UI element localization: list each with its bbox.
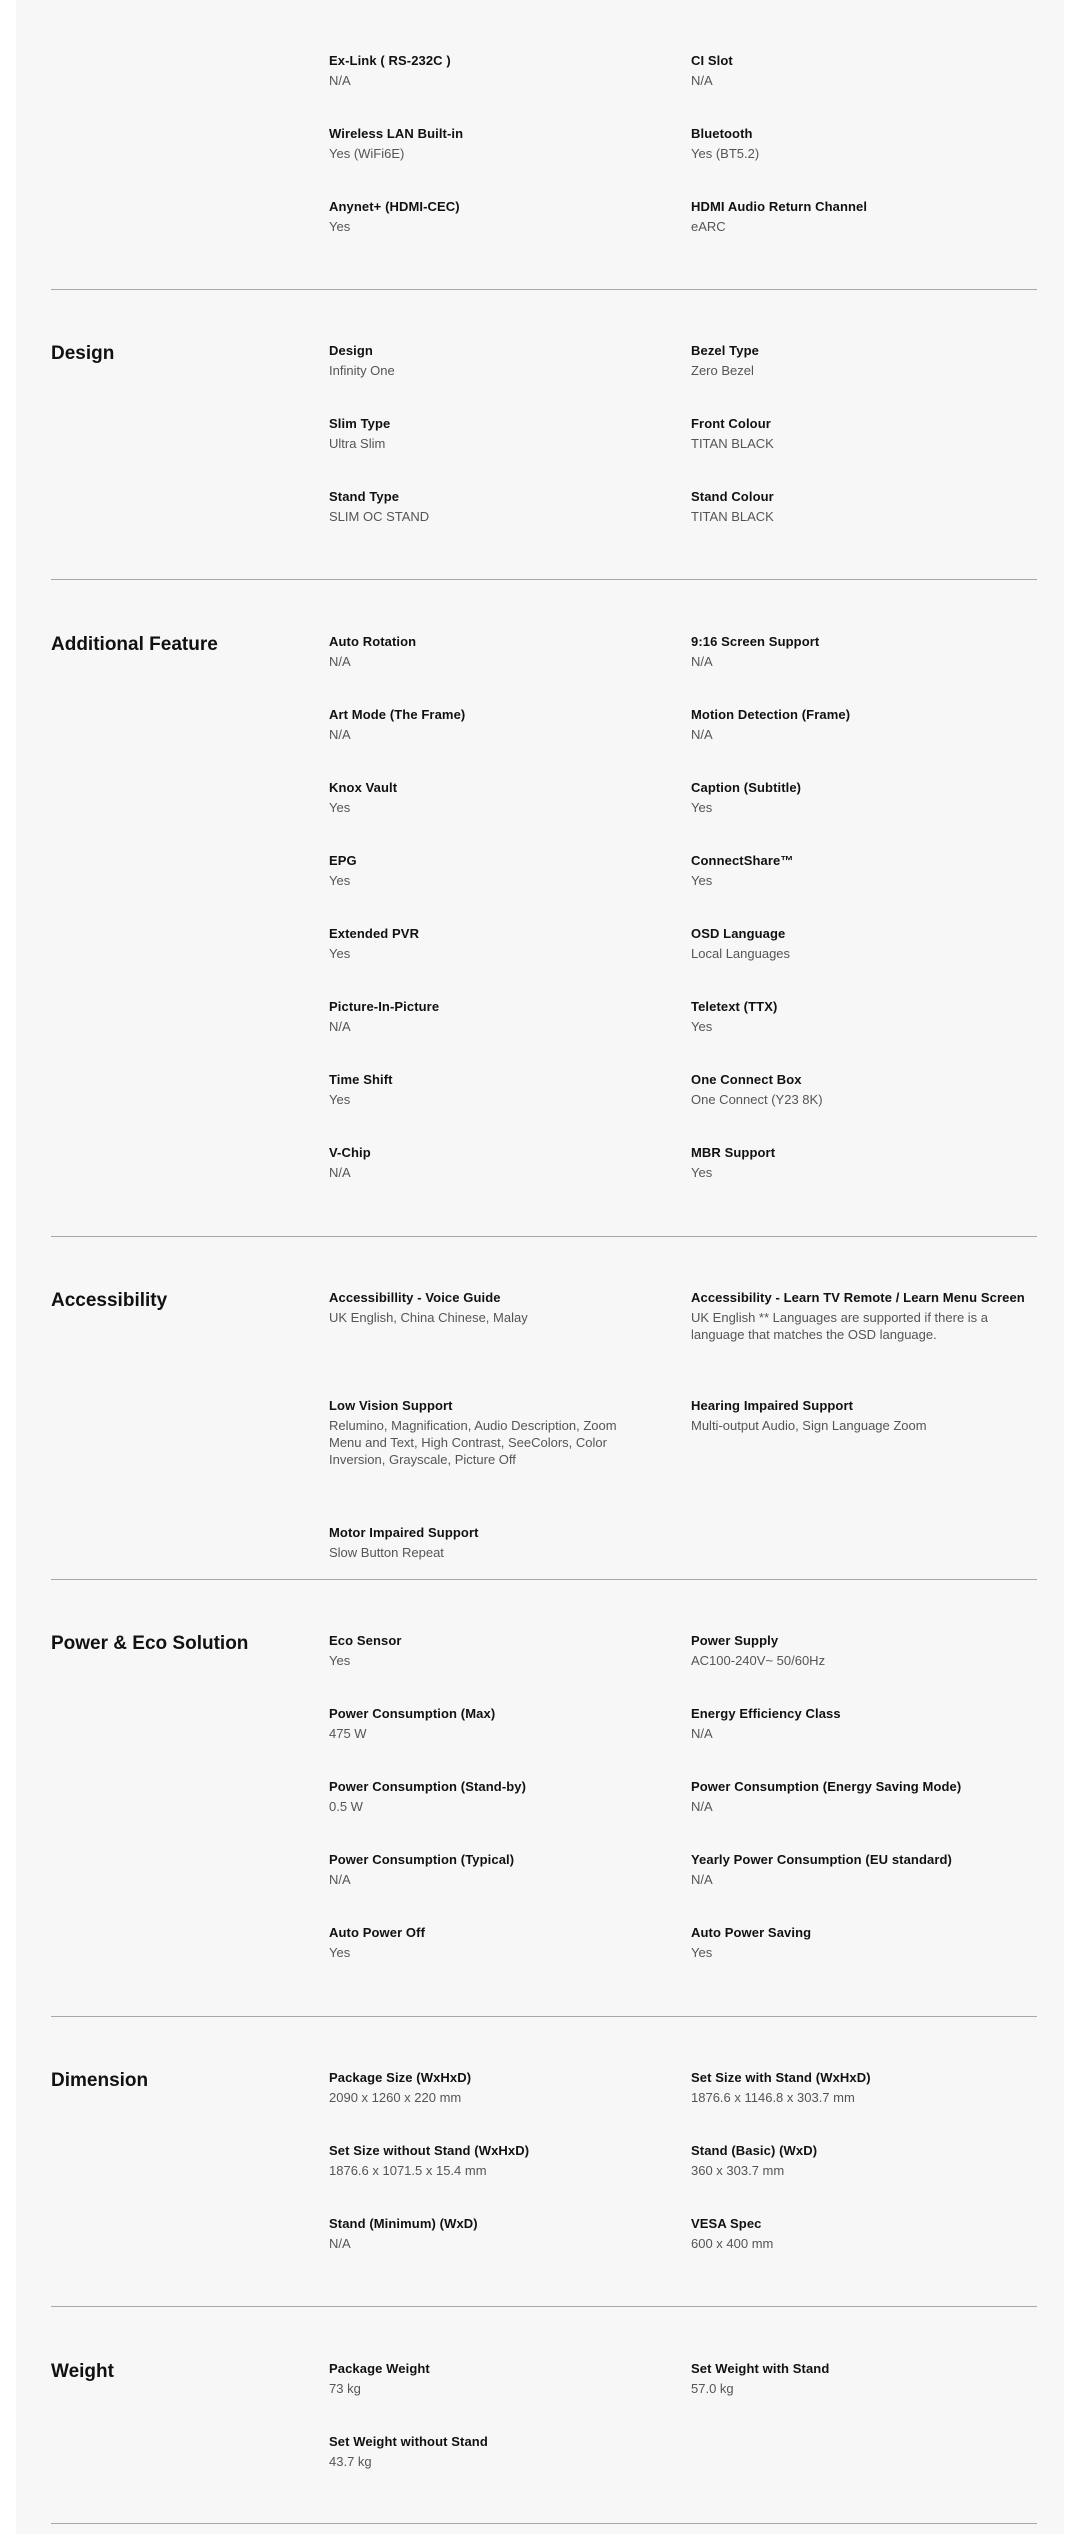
spec-label: Stand Type [329, 489, 400, 504]
section-accessibility [51, 1237, 1037, 1580]
spec-item [691, 125, 1037, 198]
spec-label: Low Vision Support [329, 1398, 453, 1413]
spec-item [329, 1524, 691, 1579]
spec-label: Energy Efficiency Class [691, 1706, 841, 1721]
spec-value: 600 x 400 mm [691, 2236, 774, 2251]
spec-label: EPG [329, 853, 357, 868]
spec-label: Power Consumption (Stand-by) [329, 1779, 527, 1794]
section-connectivity [51, 0, 1037, 290]
spec-item [329, 125, 691, 198]
spec-label: Bluetooth [691, 126, 753, 141]
spec-label: CI Slot [691, 53, 733, 68]
spec-value: Multi-output Audio, Sign Language Zoom [691, 1418, 927, 1433]
spec-label: ConnectShare™ [691, 853, 794, 868]
spec-value: N/A [691, 73, 713, 88]
spec-value: Yes [329, 1653, 351, 1668]
spec-value: Relumino, Magnification, Audio Description, Zoom Menu and Text, High Contrast, SeeColors, Color Inversion, Grayscale, Picture Off [329, 1418, 617, 1467]
spec-item [329, 2360, 691, 2433]
spec-label: Eco Sensor [329, 1633, 402, 1648]
spec-label: Bezel Type [691, 343, 759, 358]
specs-page [16, 0, 1064, 2534]
spec-item [329, 706, 691, 779]
specs-container [51, 0, 1037, 2524]
spec-item [691, 779, 1037, 852]
spec-label: Set Size without Stand (WxHxD) [329, 2143, 530, 2158]
spec-label: Power Consumption (Max) [329, 1706, 496, 1721]
spec-grid [329, 2360, 1037, 2523]
spec-label: Auto Power Off [329, 1925, 426, 1940]
spec-value: Zero Bezel [691, 363, 754, 378]
spec-label: HDMI Audio Return Channel [691, 199, 868, 214]
spec-item [691, 1289, 1037, 1379]
spec-value: Yes (WiFi6E) [329, 146, 405, 161]
spec-label: Set Weight with Stand [691, 2361, 830, 2376]
spec-value: 1876.6 x 1146.8 x 303.7 mm [691, 2090, 855, 2105]
spec-value: N/A [329, 654, 351, 669]
spec-item [329, 342, 691, 415]
spec-value: Ultra Slim [329, 436, 386, 451]
spec-item [329, 1397, 691, 1506]
spec-value: Yes [691, 1945, 713, 1960]
spec-item [691, 52, 1037, 125]
spec-item [329, 2069, 691, 2142]
spec-item [691, 633, 1037, 706]
section-title: Weight [51, 2361, 114, 2382]
spec-value: 2090 x 1260 x 220 mm [329, 2090, 462, 2105]
spec-label: Knox Vault [329, 780, 398, 795]
spec-label: VESA Spec [691, 2216, 762, 2231]
spec-label: MBR Support [691, 1145, 776, 1160]
spec-value: 57.0 kg [691, 2381, 734, 2396]
spec-label: Stand (Minimum) (WxD) [329, 2216, 478, 2231]
spec-label: Set Weight without Stand [329, 2434, 488, 2449]
spec-value: Yes [329, 873, 351, 888]
spec-value: eARC [691, 219, 726, 234]
spec-value: Infinity One [329, 363, 395, 378]
spec-value: One Connect (Y23 8K) [691, 1092, 823, 1107]
spec-label: Time Shift [329, 1072, 393, 1087]
spec-label: 9:16 Screen Support [691, 634, 820, 649]
section-title: Power & Eco Solution [51, 1633, 249, 1654]
spec-item [691, 1705, 1037, 1778]
spec-value: 360 x 303.7 mm [691, 2163, 785, 2178]
spec-value: 43.7 kg [329, 2454, 372, 2469]
spec-value: N/A [691, 727, 713, 742]
section-additional-feature [51, 580, 1037, 1237]
spec-item [329, 2433, 691, 2506]
section-dimension [51, 2017, 1037, 2307]
spec-value: N/A [329, 2236, 351, 2251]
spec-item [691, 1851, 1037, 1924]
spec-item [329, 925, 691, 998]
spec-item [691, 1632, 1037, 1705]
section-title: Dimension [51, 2070, 149, 2091]
spec-item [329, 1924, 691, 1997]
spec-item [691, 1144, 1037, 1217]
spec-label: Motion Detection (Frame) [691, 707, 851, 722]
spec-value: Local Languages [691, 946, 791, 961]
spec-item [329, 1289, 691, 1379]
spec-item [691, 488, 1037, 561]
spec-label: Stand (Basic) (WxD) [691, 2143, 818, 2158]
spec-label: V-Chip [329, 1145, 371, 1160]
spec-item [691, 415, 1037, 488]
spec-value: N/A [329, 1019, 351, 1034]
spec-item [691, 1778, 1037, 1851]
spec-value: 0.5 W [329, 1799, 363, 1814]
section-weight [51, 2307, 1037, 2524]
spec-item [691, 852, 1037, 925]
spec-label: Wireless LAN Built-in [329, 126, 464, 141]
spec-label: Hearing Impaired Support [691, 1398, 854, 1413]
spec-value: TITAN BLACK [691, 436, 774, 451]
spec-label: Teletext (TTX) [691, 999, 778, 1014]
spec-label: Auto Power Saving [691, 1925, 812, 1940]
section-title: Design [51, 343, 115, 364]
spec-value: UK English ** Languages are supported if there is a language that matches the OSD language. [691, 1310, 989, 1342]
spec-value: Yes [329, 800, 351, 815]
spec-value: N/A [691, 1726, 713, 1741]
spec-item [329, 488, 691, 561]
spec-value: N/A [691, 1799, 713, 1814]
spec-label: Front Colour [691, 416, 771, 431]
section-title: Accessibility [51, 1290, 168, 1311]
spec-item [329, 1705, 691, 1778]
spec-item [691, 1071, 1037, 1144]
spec-item [691, 198, 1037, 271]
spec-label: Art Mode (The Frame) [329, 707, 466, 722]
spec-label: Package Size (WxHxD) [329, 2070, 472, 2085]
spec-value: N/A [691, 1872, 713, 1887]
spec-value: Yes [691, 1019, 713, 1034]
section-power-eco [51, 1580, 1037, 2017]
spec-value: AC100-240V~ 50/60Hz [691, 1653, 826, 1668]
spec-value: Yes (BT5.2) [691, 146, 760, 161]
spec-value: N/A [691, 654, 713, 669]
spec-item [329, 1778, 691, 1851]
spec-value: Yes [329, 946, 351, 961]
spec-grid [329, 1289, 1037, 1579]
spec-item [329, 198, 691, 271]
spec-item [329, 1851, 691, 1924]
spec-value: 475 W [329, 1726, 367, 1741]
spec-label: Design [329, 343, 373, 358]
spec-grid [329, 342, 1037, 579]
spec-grid [329, 1632, 1037, 2016]
spec-label: Caption (Subtitle) [691, 780, 802, 795]
spec-value: N/A [329, 1165, 351, 1180]
spec-label: Accessibility - Learn TV Remote / Learn Menu Screen [691, 1290, 1025, 1305]
spec-label: Motor Impaired Support [329, 1525, 479, 1540]
spec-item [329, 2215, 691, 2288]
spec-label: Yearly Power Consumption (EU standard) [691, 1852, 952, 1867]
spec-label: Power Consumption (Energy Saving Mode) [691, 1779, 962, 1794]
spec-value: 73 kg [329, 2381, 361, 2396]
spec-label: Power Supply [691, 1633, 779, 1648]
spec-value: Yes [329, 1092, 351, 1107]
spec-value: 1876.6 x 1071.5 x 15.4 mm [329, 2163, 487, 2178]
spec-item [329, 998, 691, 1071]
spec-label: Anynet+ (HDMI-CEC) [329, 199, 460, 214]
spec-item [329, 852, 691, 925]
spec-item [329, 1632, 691, 1705]
spec-item [691, 1397, 1037, 1506]
spec-label: Auto Rotation [329, 634, 417, 649]
spec-item [691, 2142, 1037, 2215]
spec-item [329, 633, 691, 706]
spec-grid [329, 2069, 1037, 2306]
spec-item [691, 2215, 1037, 2288]
spec-label: Stand Colour [691, 489, 774, 504]
spec-item [691, 706, 1037, 779]
section-title [51, 52, 329, 289]
spec-label: Extended PVR [329, 926, 420, 941]
spec-item [329, 779, 691, 852]
spec-label: Set Size with Stand (WxHxD) [691, 2070, 871, 2085]
spec-item [691, 342, 1037, 415]
spec-label: OSD Language [691, 926, 786, 941]
spec-value: Yes [329, 219, 351, 234]
spec-item [329, 1144, 691, 1217]
spec-label: Accessibillity - Voice Guide [329, 1290, 501, 1305]
spec-label: One Connect Box [691, 1072, 802, 1087]
spec-item [691, 2360, 1037, 2433]
spec-item [691, 998, 1037, 1071]
spec-value: Yes [691, 800, 713, 815]
spec-label: Package Weight [329, 2361, 430, 2376]
spec-value: SLIM OC STAND [329, 509, 430, 524]
spec-item [691, 1924, 1037, 1997]
spec-value: N/A [329, 1872, 351, 1887]
spec-item [691, 925, 1037, 998]
section-title: Additional Feature [51, 634, 218, 655]
spec-value: UK English, China Chinese, Malay [329, 1310, 528, 1325]
section-design [51, 290, 1037, 580]
spec-value: Slow Button Repeat [329, 1545, 444, 1560]
spec-item [329, 415, 691, 488]
spec-label: Slim Type [329, 416, 391, 431]
spec-value: N/A [329, 73, 351, 88]
spec-value: TITAN BLACK [691, 509, 774, 524]
spec-value: N/A [329, 727, 351, 742]
spec-item [329, 1071, 691, 1144]
spec-grid [329, 633, 1037, 1236]
spec-value: Yes [691, 1165, 713, 1180]
spec-label: Picture-In-Picture [329, 999, 440, 1014]
spec-item [691, 2069, 1037, 2142]
spec-value: Yes [691, 873, 713, 888]
spec-label: Ex-Link ( RS-232C ) [329, 53, 451, 68]
spec-item [329, 2142, 691, 2215]
spec-label: Power Consumption (Typical) [329, 1852, 515, 1867]
spec-item [329, 52, 691, 125]
spec-grid [329, 52, 1037, 289]
spec-value: Yes [329, 1945, 351, 1960]
